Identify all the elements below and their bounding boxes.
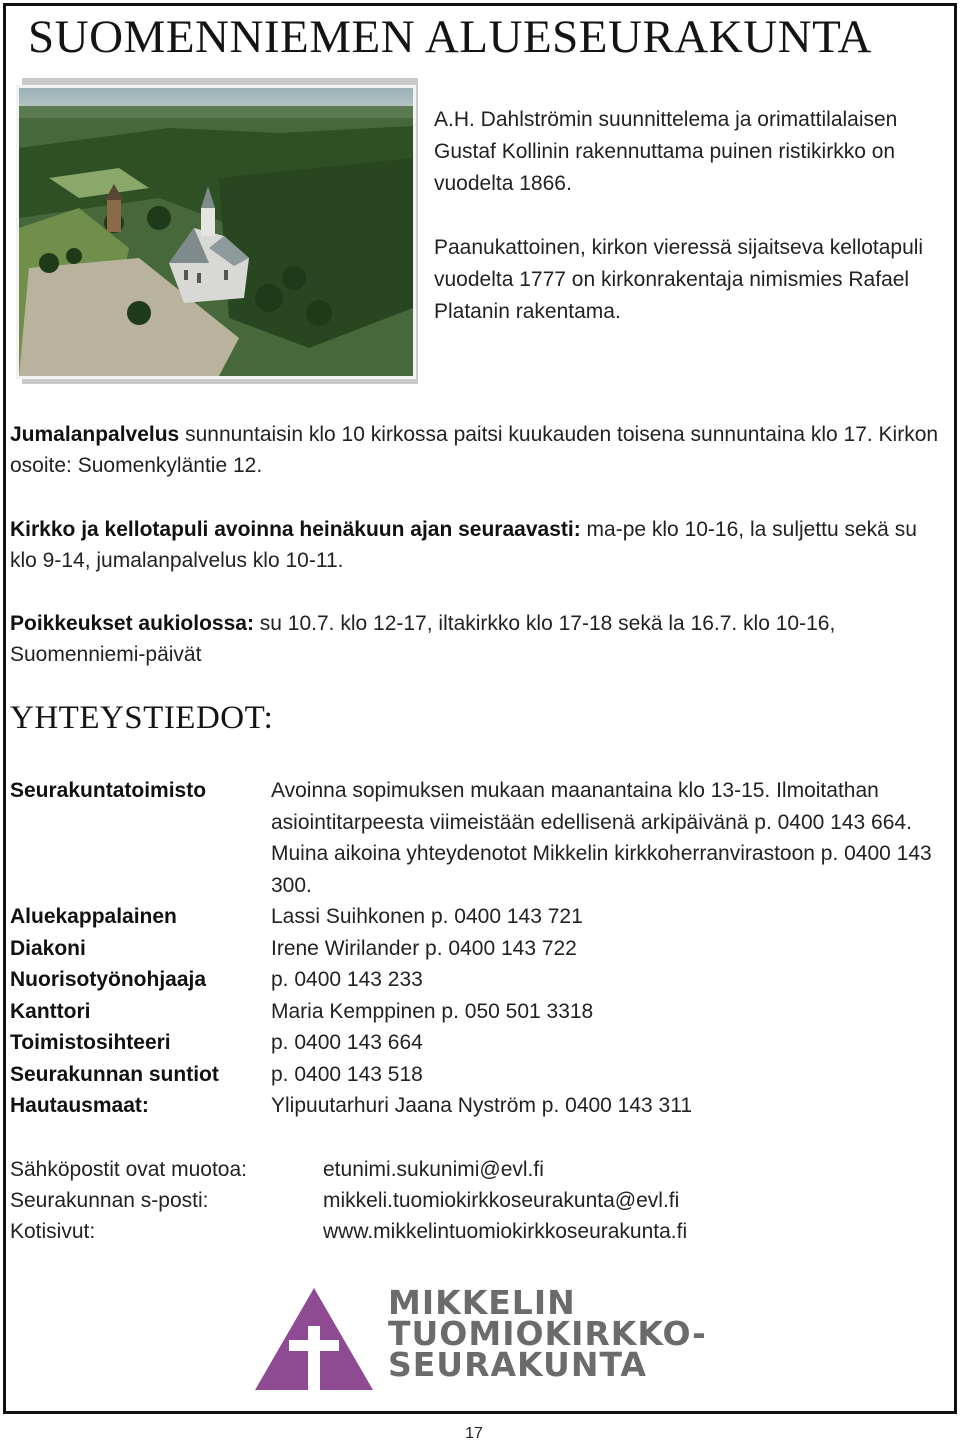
contact-value: Lassi Suihkonen p. 0400 143 721 bbox=[271, 905, 583, 928]
contact-label: Toimistosihteeri bbox=[10, 1031, 171, 1054]
parish-email-link[interactable]: mikkeli.tuomiokirkkoseurakunta@evl.fi bbox=[323, 1189, 680, 1212]
opening-hours bbox=[10, 514, 940, 576]
church-photo-illustration bbox=[19, 88, 413, 376]
logo-line-2: TUOMIOKIRKKO- bbox=[388, 1314, 707, 1353]
contact-list bbox=[10, 775, 945, 1122]
contact-value: Ylipuutarhuri Jaana Nyström p. 0400 143 311 bbox=[271, 1094, 693, 1117]
parish-logo-mark bbox=[255, 1288, 373, 1395]
email-format: etunimi.sukunimi@evl.fi bbox=[323, 1158, 544, 1181]
logo-line-3: SEURAKUNTA bbox=[388, 1345, 647, 1384]
contact-label: Aluekappalainen bbox=[10, 905, 177, 928]
website-link[interactable]: www.mikkelintuomiokirkkoseurakunta.fi bbox=[323, 1220, 688, 1243]
intro-history: A.H. Dahlströmin suunnittelema ja orimattilalaisen Gustaf Kollinin rakennuttama puinen ristikirkko on vuodelta 1866. bbox=[434, 108, 898, 195]
parish-logo-text bbox=[388, 1283, 707, 1384]
contact-row bbox=[10, 1027, 945, 1059]
logo-line-1: MIKKELIN bbox=[388, 1283, 576, 1322]
contact-row bbox=[10, 901, 945, 933]
contact-label: Seurakuntatoimisto bbox=[10, 779, 207, 802]
contact-row bbox=[10, 775, 945, 901]
triangle-cross-icon bbox=[255, 1288, 373, 1390]
email-row bbox=[10, 1185, 940, 1216]
intro-belltower: Paanukattoinen, kirkon vieressä sijaitseva kellotapuli vuodelta 1777 on kirkonrakentaja nimismies Rafael Platanin rakentama. bbox=[434, 236, 924, 323]
exceptions-info bbox=[10, 608, 940, 670]
contact-label: Seurakunnan suntiot bbox=[10, 1062, 219, 1086]
contact-value: p. 0400 143 664 bbox=[271, 1031, 423, 1054]
service-info bbox=[10, 419, 940, 481]
email-label: Kotisivut: bbox=[10, 1220, 96, 1243]
section-title-contacts: YHTEYSTIEDOT: bbox=[10, 700, 274, 736]
contact-value: p. 0400 143 233 bbox=[271, 968, 423, 991]
church-intro bbox=[434, 104, 934, 360]
contact-row bbox=[10, 996, 945, 1028]
opening-hours-label: Kirkko ja kellotapuli avoinna heinäkuun ajan seuraavasti: bbox=[10, 518, 581, 541]
contact-row bbox=[10, 1090, 945, 1122]
email-row bbox=[10, 1154, 940, 1185]
exceptions-label: Poikkeukset aukiolossa: bbox=[10, 612, 254, 635]
contact-row bbox=[10, 964, 945, 996]
email-label: Seurakunnan s-posti: bbox=[10, 1189, 209, 1212]
contact-label: Kanttori bbox=[10, 999, 91, 1023]
email-info bbox=[10, 1154, 940, 1247]
contact-value: Maria Kemppinen p. 050 501 3318 bbox=[271, 999, 594, 1023]
church-aerial-photo bbox=[16, 85, 416, 379]
page-title: SUOMENNIEMEN ALUESEURAKUNTA bbox=[28, 11, 872, 63]
page-number: 17 bbox=[465, 1425, 483, 1442]
email-label: Sähköpostit ovat muotoa: bbox=[10, 1158, 247, 1181]
contact-label: Nuorisotyönohjaaja bbox=[10, 968, 207, 991]
opening-hours-text: ma-pe klo 10-16, la suljettu sekä su klo 9-14, jumalanpalvelus klo 10-11. bbox=[10, 518, 917, 572]
contact-value: p. 0400 143 518 bbox=[271, 1062, 423, 1086]
contact-label: Diakoni bbox=[10, 936, 86, 960]
contact-row bbox=[10, 933, 945, 965]
contact-value: Avoinna sopimuksen mukaan maanantaina klo 13-15. Ilmoitathan asiointitarpeesta viimeistään edellisenä arkipäivänä p. 0400 143 664. Muina aikoina yhteydenotot Mikkelin kirkkoherranvirastoon p. 0400 143 300. bbox=[271, 779, 932, 897]
service-label: Jumalanpalvelus bbox=[10, 423, 180, 446]
contact-label: Hautausmaat: bbox=[10, 1094, 149, 1117]
exceptions-text: su 10.7. klo 12-17, iltakirkko klo 17-18 sekä la 16.7. klo 10-16, Suomenniemi-päivät bbox=[10, 612, 836, 666]
contact-value: Irene Wirilander p. 0400 143 722 bbox=[271, 936, 577, 960]
service-text: sunnuntaisin klo 10 kirkossa paitsi kuukauden toisena sunnuntaina klo 17. Kirkon osoite: Suomenkyläntie 12. bbox=[10, 423, 939, 477]
contact-row bbox=[10, 1059, 945, 1091]
email-row bbox=[10, 1216, 940, 1247]
